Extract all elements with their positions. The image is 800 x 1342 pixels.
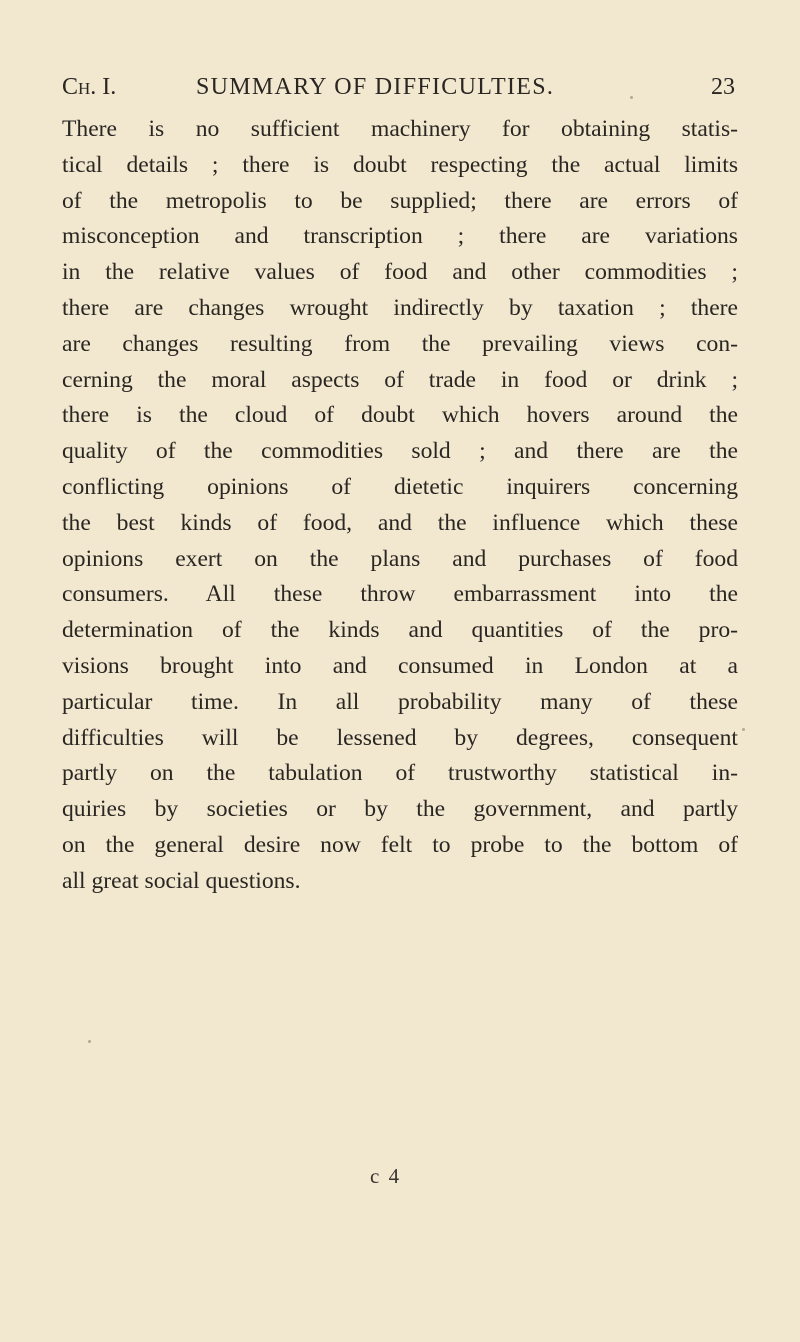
text-line: there are changes wrought indirectly by taxation ; there xyxy=(62,294,738,321)
running-head xyxy=(62,70,735,104)
text-line: on the general desire now felt to probe to the bottom of xyxy=(62,831,738,858)
running-title: SUMMARY OF DIFFICULTIES. xyxy=(196,74,555,100)
text-line: opinions exert on the plans and purchases of food xyxy=(62,545,738,572)
text-line: there is the cloud of doubt which hovers around the xyxy=(62,402,738,429)
paper-speck xyxy=(88,1040,91,1043)
signature-mark: c 4 xyxy=(370,1164,402,1188)
text-line: difficulties will be lessened by degrees, consequent xyxy=(62,724,738,751)
text-line: in the relative values of food and other commodities ; xyxy=(62,259,738,286)
text-line: all great social questions. xyxy=(62,867,301,894)
text-line: cerning the moral aspects of trade in food or drink ; xyxy=(62,366,738,393)
text-line: the best kinds of food, and the influence which these xyxy=(62,509,738,536)
paper-speck xyxy=(630,96,633,99)
text-line: visions brought into and consumed in London at a xyxy=(62,652,738,679)
text-line: particular time. In all probability many of these xyxy=(62,688,738,715)
page-number: 23 xyxy=(711,74,735,100)
text-line: quality of the commodities sold ; and there are the xyxy=(62,438,738,465)
chapter-label: Ch. I. xyxy=(62,74,117,100)
text-line: conflicting opinions of dietetic inquirers concerning xyxy=(62,473,738,500)
text-line: of the metropolis to be supplied; there are errors of xyxy=(62,187,738,214)
text-line: are changes resulting from the prevailing views con- xyxy=(62,330,738,357)
paper-speck xyxy=(742,728,745,731)
text-line: tical details ; there is doubt respecting the actual limits xyxy=(62,151,738,178)
text-line: partly on the tabulation of trustworthy statistical in- xyxy=(62,760,738,787)
text-line: consumers. All these throw embarrassment into the xyxy=(62,581,738,608)
text-line: determination of the kinds and quantities of the pro- xyxy=(62,617,738,644)
text-line: misconception and transcription ; there are variations xyxy=(62,223,738,250)
body-paragraph xyxy=(62,112,738,900)
text-line: quiries by societies or by the government, and partly xyxy=(62,796,738,823)
text-line: There is no sufficient machinery for obtaining statis- xyxy=(62,116,738,142)
